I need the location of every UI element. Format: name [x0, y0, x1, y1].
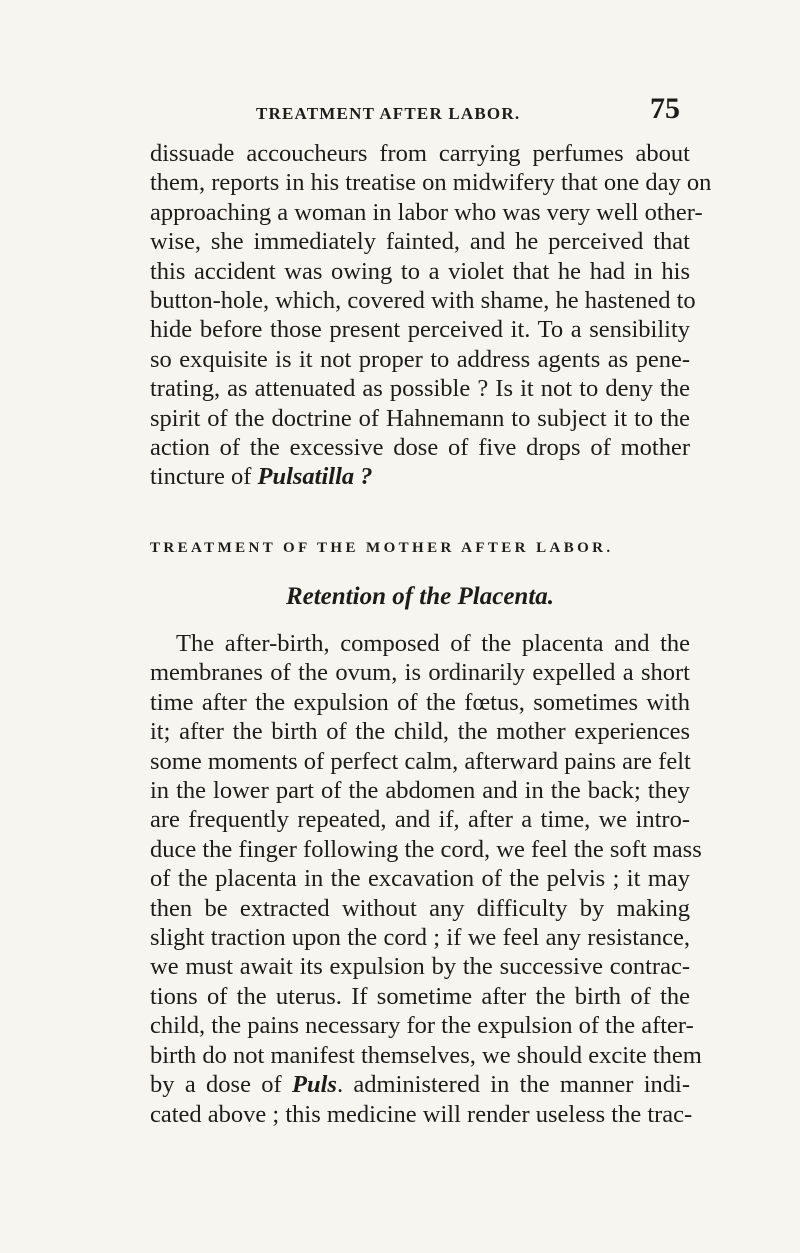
text-line: so exquisite is it not proper to address agents as pene- — [150, 345, 690, 373]
text-line: we must await its expulsion by the successive contrac- — [150, 953, 690, 981]
text-line: some moments of perfect calm, afterward pains are felt — [150, 747, 691, 775]
text-line: are frequently repeated, and if, after a time, we intro- — [150, 806, 690, 834]
text-line: tions of the uterus. If sometime after the birth of the — [150, 982, 690, 1010]
text-line: membranes of the ovum, is ordinarily expelled a short — [150, 659, 690, 687]
text-line: this accident was owing to a violet that he had in his — [150, 257, 690, 285]
text-line — [150, 1070, 690, 1099]
text-line: slight traction upon the cord ; if we feel any resistance, — [150, 924, 690, 952]
paragraph — [150, 629, 702, 1129]
text-line: them, reports in his treatise on midwifery that one day on — [150, 169, 712, 197]
text-line: dissuade accoucheurs from carrying perfumes about — [150, 140, 690, 167]
text-fragment: by a dose of — [150, 1071, 293, 1099]
text-line: spirit of the doctrine of Hahnemann to subject it to the — [150, 404, 690, 432]
text-line: button-hole, which, covered with shame, he hastened to — [150, 287, 696, 315]
text-line: trating, as attenuated as possible ? Is it not to deny the — [150, 375, 690, 403]
text-line: wise, she immediately fainted, and he perceived that — [150, 228, 690, 256]
subsection-heading: Retention of the Placenta. — [285, 583, 555, 610]
text-line: in the lower part of the abdomen and in the back; they — [150, 777, 690, 805]
text-line: approaching a woman in labor who was very well other- — [150, 198, 703, 226]
text-line — [150, 462, 690, 491]
text-line: then be extracted without any difficulty by making — [150, 894, 690, 922]
text-line: child, the pains necessary for the expulsion of the after- — [150, 1012, 694, 1040]
running-header — [150, 92, 680, 132]
text-fragment: . administered in the manner indi- — [336, 1071, 690, 1099]
italic-drug-abbrev: Puls — [292, 1071, 337, 1099]
text-line: birth do not manifest themselves, we should excite them — [150, 1041, 702, 1069]
text-line: duce the finger following the cord, we feel the soft mass — [150, 835, 702, 863]
text-line: cated above ; this medicine will render useless the trac- — [150, 1100, 693, 1128]
italic-drug-name: Pulsatilla ? — [257, 463, 373, 491]
text-line: time after the expulsion of the fœtus, sometimes with — [150, 688, 690, 716]
section-heading: TREATMENT OF THE MOTHER AFTER LABOR. — [150, 540, 614, 556]
paragraph-continued — [150, 139, 712, 492]
text-fragment: tincture of — [150, 463, 258, 491]
page-number: 75 — [650, 92, 680, 125]
text-line: hide before those present perceived it. To a sensibility — [150, 316, 690, 344]
text-line: The after-birth, composed of the placenta and the — [176, 630, 690, 657]
text-line: action of the excessive dose of five drops of mother — [150, 434, 690, 462]
running-title: TREATMENT AFTER LABOR. — [256, 104, 521, 123]
text-line: of the placenta in the excavation of the pelvis ; it may — [150, 865, 690, 893]
text-line: it; after the birth of the child, the mother experiences — [150, 718, 690, 746]
